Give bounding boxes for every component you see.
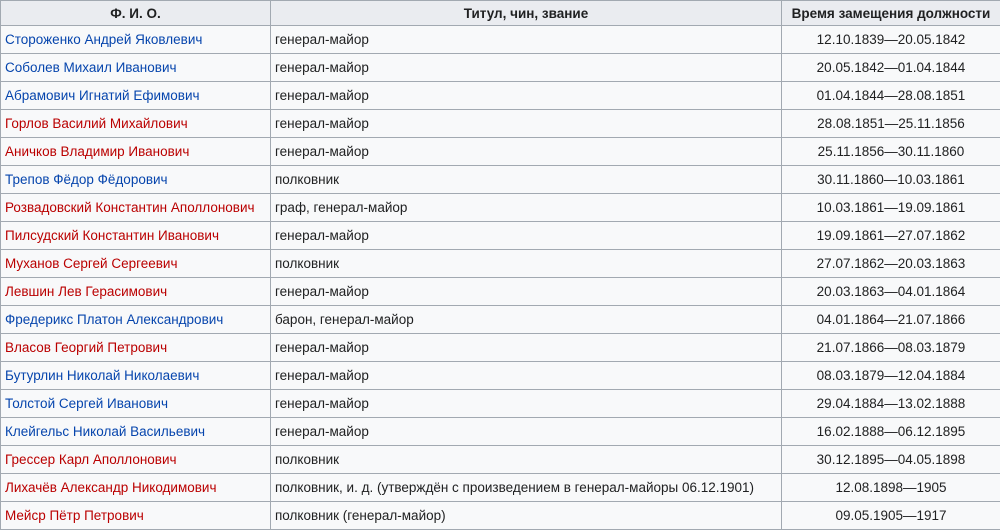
table-row bbox=[1, 194, 1000, 222]
table-row bbox=[1, 362, 1000, 390]
cell-name bbox=[1, 502, 271, 530]
person-link[interactable]: Аничков Владимир Иванович bbox=[5, 144, 190, 159]
cell-title: генерал-майор bbox=[271, 138, 782, 166]
table-row bbox=[1, 474, 1000, 502]
cell-title: генерал-майор bbox=[271, 390, 782, 418]
table-row bbox=[1, 110, 1000, 138]
cell-name bbox=[1, 110, 271, 138]
cell-title: полковник (генерал-майор) bbox=[271, 502, 782, 530]
cell-period: 08.03.1879—12.04.1884 bbox=[782, 362, 1000, 390]
table-row bbox=[1, 54, 1000, 82]
cell-title: генерал-майор bbox=[271, 82, 782, 110]
cell-name bbox=[1, 446, 271, 474]
table-row bbox=[1, 26, 1000, 54]
table-row bbox=[1, 250, 1000, 278]
cell-title: полковник bbox=[271, 446, 782, 474]
cell-title: полковник bbox=[271, 166, 782, 194]
cell-title: полковник bbox=[271, 250, 782, 278]
person-link[interactable]: Трепов Фёдор Фёдорович bbox=[5, 172, 168, 187]
cell-period: 29.04.1884—13.02.1888 bbox=[782, 390, 1000, 418]
table-row bbox=[1, 502, 1000, 530]
cell-period: 09.05.1905—1917 bbox=[782, 502, 1000, 530]
header-period[interactable]: Время замещения должности bbox=[782, 1, 1000, 26]
cell-name bbox=[1, 54, 271, 82]
person-link[interactable]: Пилсудский Константин Иванович bbox=[5, 228, 219, 243]
cell-name bbox=[1, 250, 271, 278]
cell-title: генерал-майор bbox=[271, 362, 782, 390]
cell-name bbox=[1, 278, 271, 306]
cell-period: 25.11.1856—30.11.1860 bbox=[782, 138, 1000, 166]
table-row bbox=[1, 446, 1000, 474]
person-link[interactable]: Соболев Михаил Иванович bbox=[5, 60, 177, 75]
cell-period: 28.08.1851—25.11.1856 bbox=[782, 110, 1000, 138]
cell-title: барон, генерал-майор bbox=[271, 306, 782, 334]
table-row bbox=[1, 418, 1000, 446]
table-row bbox=[1, 166, 1000, 194]
person-link[interactable]: Лихачёв Александр Никодимович bbox=[5, 480, 217, 495]
cell-name bbox=[1, 418, 271, 446]
cell-name bbox=[1, 362, 271, 390]
cell-period: 04.01.1864—21.07.1866 bbox=[782, 306, 1000, 334]
person-link[interactable]: Власов Георгий Петрович bbox=[5, 340, 168, 355]
cell-period: 30.12.1895—04.05.1898 bbox=[782, 446, 1000, 474]
cell-name bbox=[1, 82, 271, 110]
cell-name bbox=[1, 474, 271, 502]
cell-title: генерал-майор bbox=[271, 110, 782, 138]
cell-name bbox=[1, 222, 271, 250]
cell-period: 27.07.1862—20.03.1863 bbox=[782, 250, 1000, 278]
person-link[interactable]: Фредерикс Платон Александрович bbox=[5, 312, 224, 327]
person-link[interactable]: Муханов Сергей Сергеевич bbox=[5, 256, 178, 271]
person-link[interactable]: Розвадовский Константин Аполлонович bbox=[5, 200, 255, 215]
cell-title: граф, генерал-майор bbox=[271, 194, 782, 222]
cell-period: 20.03.1863—04.01.1864 bbox=[782, 278, 1000, 306]
cell-period: 01.04.1844—28.08.1851 bbox=[782, 82, 1000, 110]
cell-name bbox=[1, 334, 271, 362]
cell-title: генерал-майор bbox=[271, 278, 782, 306]
table-row bbox=[1, 138, 1000, 166]
cell-title: генерал-майор bbox=[271, 54, 782, 82]
cell-title: генерал-майор bbox=[271, 222, 782, 250]
person-link[interactable]: Левшин Лев Герасимович bbox=[5, 284, 168, 299]
person-link[interactable]: Грессер Карл Аполлонович bbox=[5, 452, 177, 467]
table-row bbox=[1, 334, 1000, 362]
table-row bbox=[1, 306, 1000, 334]
cell-title: генерал-майор bbox=[271, 334, 782, 362]
cell-title: полковник, и. д. (утверждён с произведением в генерал-майоры 06.12.1901) bbox=[271, 474, 782, 502]
cell-name bbox=[1, 194, 271, 222]
table-row bbox=[1, 82, 1000, 110]
person-link[interactable]: Стороженко Андрей Яковлевич bbox=[5, 32, 203, 47]
cell-name bbox=[1, 26, 271, 54]
cell-name bbox=[1, 390, 271, 418]
cell-title: генерал-майор bbox=[271, 26, 782, 54]
cell-period: 16.02.1888—06.12.1895 bbox=[782, 418, 1000, 446]
table-header-row bbox=[1, 1, 1000, 26]
header-title[interactable]: Титул, чин, звание bbox=[271, 1, 782, 26]
cell-period: 19.09.1861—27.07.1862 bbox=[782, 222, 1000, 250]
cell-period: 10.03.1861—19.09.1861 bbox=[782, 194, 1000, 222]
cell-period: 12.10.1839—20.05.1842 bbox=[782, 26, 1000, 54]
person-link[interactable]: Клейгельс Николай Васильевич bbox=[5, 424, 206, 439]
cell-title: генерал-майор bbox=[271, 418, 782, 446]
cell-name bbox=[1, 138, 271, 166]
cell-name bbox=[1, 306, 271, 334]
cell-period: 30.11.1860—10.03.1861 bbox=[782, 166, 1000, 194]
table-row bbox=[1, 390, 1000, 418]
person-link[interactable]: Толстой Сергей Иванович bbox=[5, 396, 168, 411]
header-name[interactable]: Ф. И. О. bbox=[1, 1, 271, 26]
cell-period: 21.07.1866—08.03.1879 bbox=[782, 334, 1000, 362]
person-link[interactable]: Мейср Пётр Петрович bbox=[5, 508, 144, 523]
cell-name bbox=[1, 166, 271, 194]
table-row bbox=[1, 278, 1000, 306]
person-link[interactable]: Абрамович Игнатий Ефимович bbox=[5, 88, 200, 103]
person-link[interactable]: Горлов Василий Михайлович bbox=[5, 116, 188, 131]
table-row bbox=[1, 222, 1000, 250]
table-body bbox=[1, 26, 1000, 530]
cell-period: 20.05.1842—01.04.1844 bbox=[782, 54, 1000, 82]
person-link[interactable]: Бутурлин Николай Николаевич bbox=[5, 368, 200, 383]
cell-period: 12.08.1898—1905 bbox=[782, 474, 1000, 502]
